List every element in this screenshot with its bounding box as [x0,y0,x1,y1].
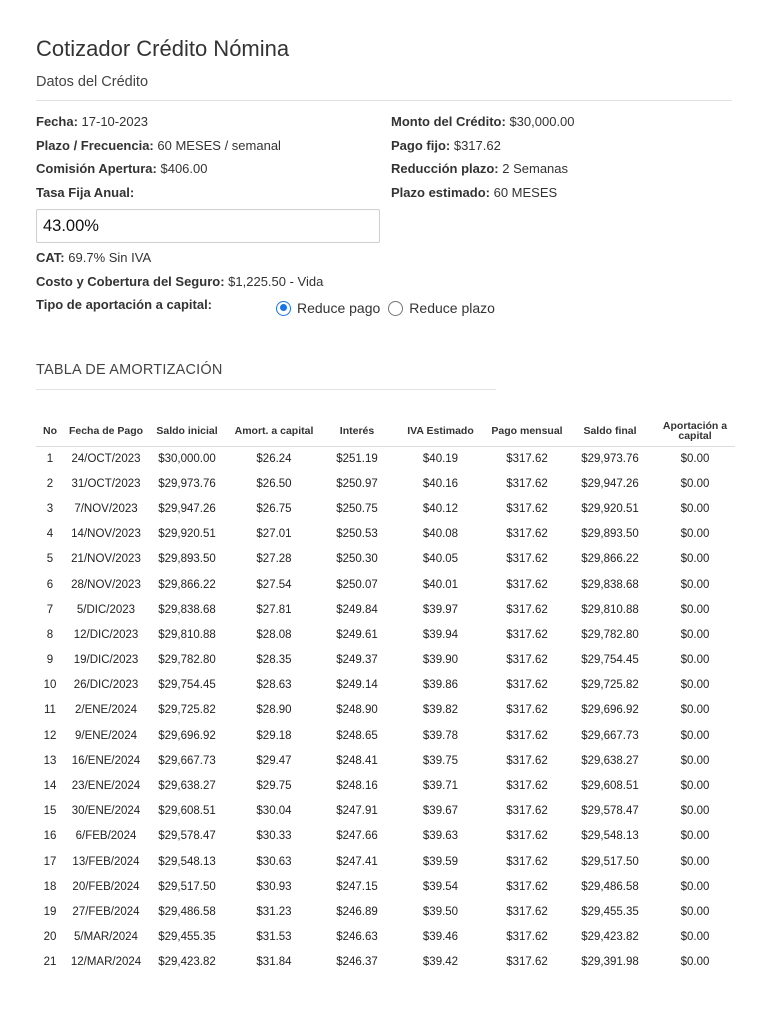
table-cell: $247.66 [336,830,378,843]
table-cell: $250.53 [336,528,378,541]
info-label: Plazo estimado: [391,184,490,200]
table-cell: 5/MAR/2024 [74,931,138,944]
table-cell: $40.05 [422,553,459,566]
table-cell: $26.24 [256,452,292,465]
table-cell: $0.00 [680,578,710,591]
table-cell: $317.62 [506,956,548,969]
table-cell: $0.00 [680,477,710,490]
table-cell: $0.00 [680,805,710,818]
table-cell: 14/NOV/2023 [71,528,141,541]
table-row [36,446,735,471]
info-label: Costo y Cobertura del Seguro: [36,273,225,289]
table-cell: 2/ENE/2024 [74,704,137,717]
table-cell: $39.67 [422,805,459,818]
table-cell: $0.00 [680,452,710,465]
table-cell: $249.37 [336,654,378,667]
table-cell: $248.41 [336,754,378,767]
table-row [36,522,735,547]
table-cell: 11 [44,704,56,717]
table-cell: $30.04 [256,805,292,818]
table-cell: $39.82 [422,704,459,717]
table-cell: $31.53 [256,931,292,944]
info-label: Pago fijo: [391,137,451,153]
table-row [36,773,735,798]
table-cell: 13/FEB/2024 [72,855,140,868]
table-cell: $29,608.51 [158,805,216,818]
table-cell: $29,578.47 [581,805,639,818]
table-cell: $317.62 [506,905,548,918]
table-cell: $317.62 [506,855,548,868]
table-row [36,723,735,748]
table-cell: $0.00 [680,502,710,515]
table-cell: $250.75 [336,502,378,515]
table-cell: $29,667.73 [158,754,216,767]
table-cell: $317.62 [506,780,548,793]
page-title: Cotizador Crédito Nómina [36,36,290,61]
info-value: 2 Semanas [502,161,569,176]
table-cell: 16/ENE/2024 [71,754,141,767]
table-cell: $39.54 [422,880,459,893]
table-cell: $39.71 [422,780,459,793]
table-row [36,572,735,597]
info-row-fecha [36,112,281,136]
table-cell: $29,391.98 [581,956,639,969]
column-header: No [36,416,64,446]
table-cell: $317.62 [506,704,548,717]
table-cell: $0.00 [680,780,710,793]
column-header: Fecha de Pago [64,416,148,446]
table-cell: 9/ENE/2024 [74,729,137,742]
table-cell: $248.90 [336,704,378,717]
table-cell: $29,455.35 [581,905,639,918]
table-cell: $29,486.58 [158,905,216,918]
table-cell: $39.86 [422,679,459,692]
table-cell: $250.97 [336,477,378,490]
info-value: $406.00 [160,161,208,176]
section-title: Datos del Crédito [36,74,149,90]
info-label: Reducción plazo: [391,161,499,176]
info-row-reduccion [391,159,575,183]
table-cell: $29,548.13 [158,855,216,868]
table-cell: $250.07 [336,578,378,591]
table-cell: $317.62 [506,603,548,616]
info-row-seguro [36,272,323,296]
table-cell: 13 [43,754,57,767]
table-cell: $27.81 [256,603,292,616]
table-cell: $39.46 [422,931,459,944]
table-cell: $29,947.26 [581,477,639,490]
table-cell: $29,578.47 [158,830,216,843]
table-cell: $30.33 [256,830,292,843]
table-cell: $0.00 [680,729,710,742]
table-cell: $29,754.45 [158,679,216,692]
table-cell: 18 [43,880,57,893]
table-cell: 26/DIC/2023 [73,679,139,692]
table-cell: $317.62 [506,477,548,490]
table-cell: $39.59 [422,855,459,868]
table-row [36,950,735,975]
table-cell: $31.23 [256,905,292,918]
table-cell: $0.00 [680,553,710,566]
column-header: Saldo inicial [148,416,226,446]
info-row-plazo [36,136,281,160]
table-cell: $29,810.88 [158,628,216,641]
table-cell: 10 [43,679,57,692]
table-cell: $29,866.22 [158,578,216,591]
info-value: $317.62 [453,137,501,153]
table-cell: $39.97 [422,603,459,616]
credit-info-left [36,112,281,206]
table-cell: $317.62 [506,528,548,541]
table-row [36,748,735,773]
info-row-cat [36,248,323,272]
table-cell: $29,810.88 [581,603,639,616]
column-header: Aportación a capital [655,416,735,446]
info-label: Monto del Crédito: [391,114,506,129]
table-cell: $27.54 [256,578,292,591]
annual-rate-input[interactable] [36,209,380,243]
table-cell: $29,947.26 [158,502,216,515]
table-cell: $251.19 [336,452,378,465]
table-cell: $249.61 [336,628,378,641]
table-cell: $29,423.82 [581,931,639,944]
table-cell: $30.93 [256,880,292,893]
table-row [36,547,735,572]
table-cell: $249.84 [336,603,378,616]
table-cell: $30,000.00 [158,452,216,465]
table-cell: $247.91 [336,805,378,818]
table-cell: $0.00 [680,956,710,969]
table-row [36,849,735,874]
table-cell: $40.08 [422,528,459,541]
table-cell: $29.18 [256,729,292,742]
table-cell: $39.42 [422,956,459,969]
table-cell: 7 [46,603,54,616]
table-row [36,673,735,698]
info-label: Comisión Apertura: [36,161,157,176]
table-row [36,471,735,496]
table-cell: $39.75 [422,754,459,767]
table-cell: $29,782.80 [158,654,216,667]
info-row-pago-fijo [391,136,575,160]
table-header-row [36,416,735,446]
amortization-table [36,416,735,975]
table-cell: 23/ENE/2024 [71,780,141,793]
table-cell: 5/DIC/2023 [76,603,136,616]
table-cell: $29,725.82 [581,679,639,692]
table-cell: $250.30 [336,553,378,566]
info-label: CAT: [36,250,65,265]
table-body [36,446,735,975]
table-cell: $317.62 [506,654,548,667]
table-cell: $317.62 [506,729,548,742]
table-cell: $29,893.50 [158,553,216,566]
table-row [36,622,735,647]
table-cell: 6 [46,578,54,591]
table-cell: $29,667.73 [581,729,639,742]
table-cell: $29,838.68 [158,603,216,616]
table-cell: $29,517.50 [158,880,216,893]
info-label: Plazo / Frecuencia: [36,137,154,153]
table-cell: $26.50 [256,477,292,490]
info-value: $1,225.50 - Vida [228,273,324,289]
column-header: Interés [322,416,392,446]
table-cell: $317.62 [506,679,548,692]
table-cell: 7/NOV/2023 [74,502,138,515]
table-cell: 19/DIC/2023 [73,654,139,667]
table-cell: $29,423.82 [158,956,216,969]
table-cell: $27.01 [256,528,292,541]
table-cell: 17 [43,855,57,868]
column-header: Amort. a capital [226,416,322,446]
table-row [36,698,735,723]
table-cell: $40.19 [422,452,459,465]
table-cell: $249.14 [336,679,378,692]
table-cell: $0.00 [680,855,710,868]
table-cell: $246.63 [336,931,378,944]
info-label: Fecha: [36,114,78,129]
table-cell: $29,696.92 [158,729,216,742]
table-cell: $247.41 [336,855,378,868]
table-cell: $29.75 [256,780,292,793]
table-cell: $317.62 [506,628,548,641]
table-cell: $29,725.82 [158,704,216,717]
table-cell: $247.15 [336,880,378,893]
info-row-plazo-estimado [391,183,575,207]
table-cell: 12/DIC/2023 [73,628,139,641]
radio-unchecked-icon[interactable] [388,301,403,316]
table-row [36,648,735,673]
column-header: Pago mensual [489,416,565,446]
table-cell: $39.94 [422,628,459,641]
table-cell: $29,638.27 [158,780,216,793]
table-row [36,824,735,849]
table-cell: 20/FEB/2024 [72,880,140,893]
table-cell: $0.00 [680,905,710,918]
table-cell: $39.50 [422,905,459,918]
table-cell: 1 [46,452,54,465]
table-cell: 6/FEB/2024 [75,830,137,843]
table-cell: 21 [43,956,57,969]
info-value: 17-10-2023 [81,114,149,129]
table-cell: $0.00 [680,603,710,616]
table-cell: $28.08 [256,628,292,641]
table-cell: $28.63 [256,679,292,692]
table-cell: $0.00 [680,754,710,767]
contribution-type-radio-group [276,300,503,316]
table-cell: 28/NOV/2023 [71,578,141,591]
radio-label[interactable]: Reduce pago [297,300,381,316]
table-row [36,899,735,924]
table-cell: $29,920.51 [158,528,216,541]
table-cell: $39.63 [422,830,459,843]
table-cell: $29,696.92 [581,704,639,717]
table-cell: $0.00 [680,628,710,641]
info-value: 60 MESES [493,184,558,200]
table-cell: 12 [43,729,57,742]
table-cell: $39.78 [422,729,459,742]
table-row [36,874,735,899]
table-cell: 14 [43,780,57,793]
table-cell: 3 [46,502,54,515]
table-cell: $29,866.22 [581,553,639,566]
info-row-monto [391,112,575,136]
credit-info-right [391,112,575,206]
table-row [36,799,735,824]
radio-reduce-pago[interactable] [276,300,380,316]
table-cell: 16 [43,830,57,843]
table-row [36,496,735,521]
table-cell: $40.12 [422,502,459,515]
table-cell: $29,973.76 [581,452,639,465]
table-cell: 5 [46,553,54,566]
info-value: 69.7% Sin IVA [68,250,152,265]
table-cell: $29,517.50 [581,855,639,868]
section-divider [36,100,732,101]
info-label: Tasa Fija Anual: [36,184,135,200]
table-cell: $317.62 [506,452,548,465]
table-title-divider [36,389,496,390]
table-cell: 20 [43,931,57,944]
table-cell: 4 [46,528,54,541]
table-cell: $27.28 [256,553,292,566]
amortization-table-title: TABLA DE AMORTIZACIÓN [36,362,223,378]
table-cell: $26.75 [256,502,292,515]
table-cell: $317.62 [506,754,548,767]
table-cell: $317.62 [506,502,548,515]
table-cell: 8 [46,628,54,641]
table-cell: $246.37 [336,956,378,969]
table-cell: $29,973.76 [158,477,216,490]
table-cell: 21/NOV/2023 [71,553,141,566]
table-cell: $248.16 [336,780,378,793]
table-cell: $29,638.27 [581,754,639,767]
info-label: Tipo de aportación a capital: [36,297,213,312]
table-cell: $28.35 [256,654,292,667]
table-cell: $317.62 [506,880,548,893]
table-cell: $248.65 [336,729,378,742]
radio-checked-icon[interactable] [276,301,291,316]
table-row [36,597,735,622]
table-cell: $29,486.58 [581,880,639,893]
table-cell: $29,893.50 [581,528,639,541]
table-cell: $39.90 [422,654,459,667]
table-cell: $31.84 [256,956,292,969]
radio-label[interactable]: Reduce plazo [409,300,495,316]
table-cell: 2 [46,477,54,490]
table-cell: $30.63 [256,855,292,868]
table-cell: $29,754.45 [581,654,639,667]
table-cell: $29,782.80 [581,628,639,641]
table-cell: $246.89 [336,905,378,918]
table-cell: $317.62 [506,805,548,818]
radio-reduce-plazo[interactable] [388,300,495,316]
table-cell: $0.00 [680,528,710,541]
table-cell: $0.00 [680,830,710,843]
table-cell: $29,608.51 [581,780,639,793]
table-cell: $28.90 [256,704,292,717]
table-cell: $29,920.51 [581,502,639,515]
info-row-tasa [36,183,281,207]
column-header: Saldo final [565,416,655,446]
table-cell: 27/FEB/2024 [72,905,140,918]
info-row-comision [36,159,281,183]
table-cell: $317.62 [506,830,548,843]
info-value: $30,000.00 [509,114,575,129]
table-cell: $40.01 [422,578,459,591]
table-cell: $0.00 [680,880,710,893]
table-cell: 24/OCT/2023 [71,452,141,465]
table-cell: 9 [46,654,54,667]
table-cell: $29,838.68 [581,578,639,591]
table-row [36,925,735,950]
info-value: 60 MESES / semanal [157,137,281,153]
table-cell: $0.00 [680,931,710,944]
table-cell: 12/MAR/2024 [70,956,142,969]
table-cell: $29,455.35 [158,931,216,944]
table-cell: $29.47 [256,754,292,767]
table-cell: 15 [43,805,57,818]
table-cell: 30/ENE/2024 [71,805,141,818]
table-cell: 19 [43,905,57,918]
column-header: IVA Estimado [392,416,489,446]
table-cell: 31/OCT/2023 [71,477,141,490]
table-cell: $317.62 [506,553,548,566]
table-cell: $0.00 [680,654,710,667]
table-cell: $29,548.13 [581,830,639,843]
table-cell: $0.00 [680,704,710,717]
table-cell: $317.62 [506,578,548,591]
table-cell: $0.00 [680,679,710,692]
table-cell: $317.62 [506,931,548,944]
table-cell: $40.16 [422,477,459,490]
